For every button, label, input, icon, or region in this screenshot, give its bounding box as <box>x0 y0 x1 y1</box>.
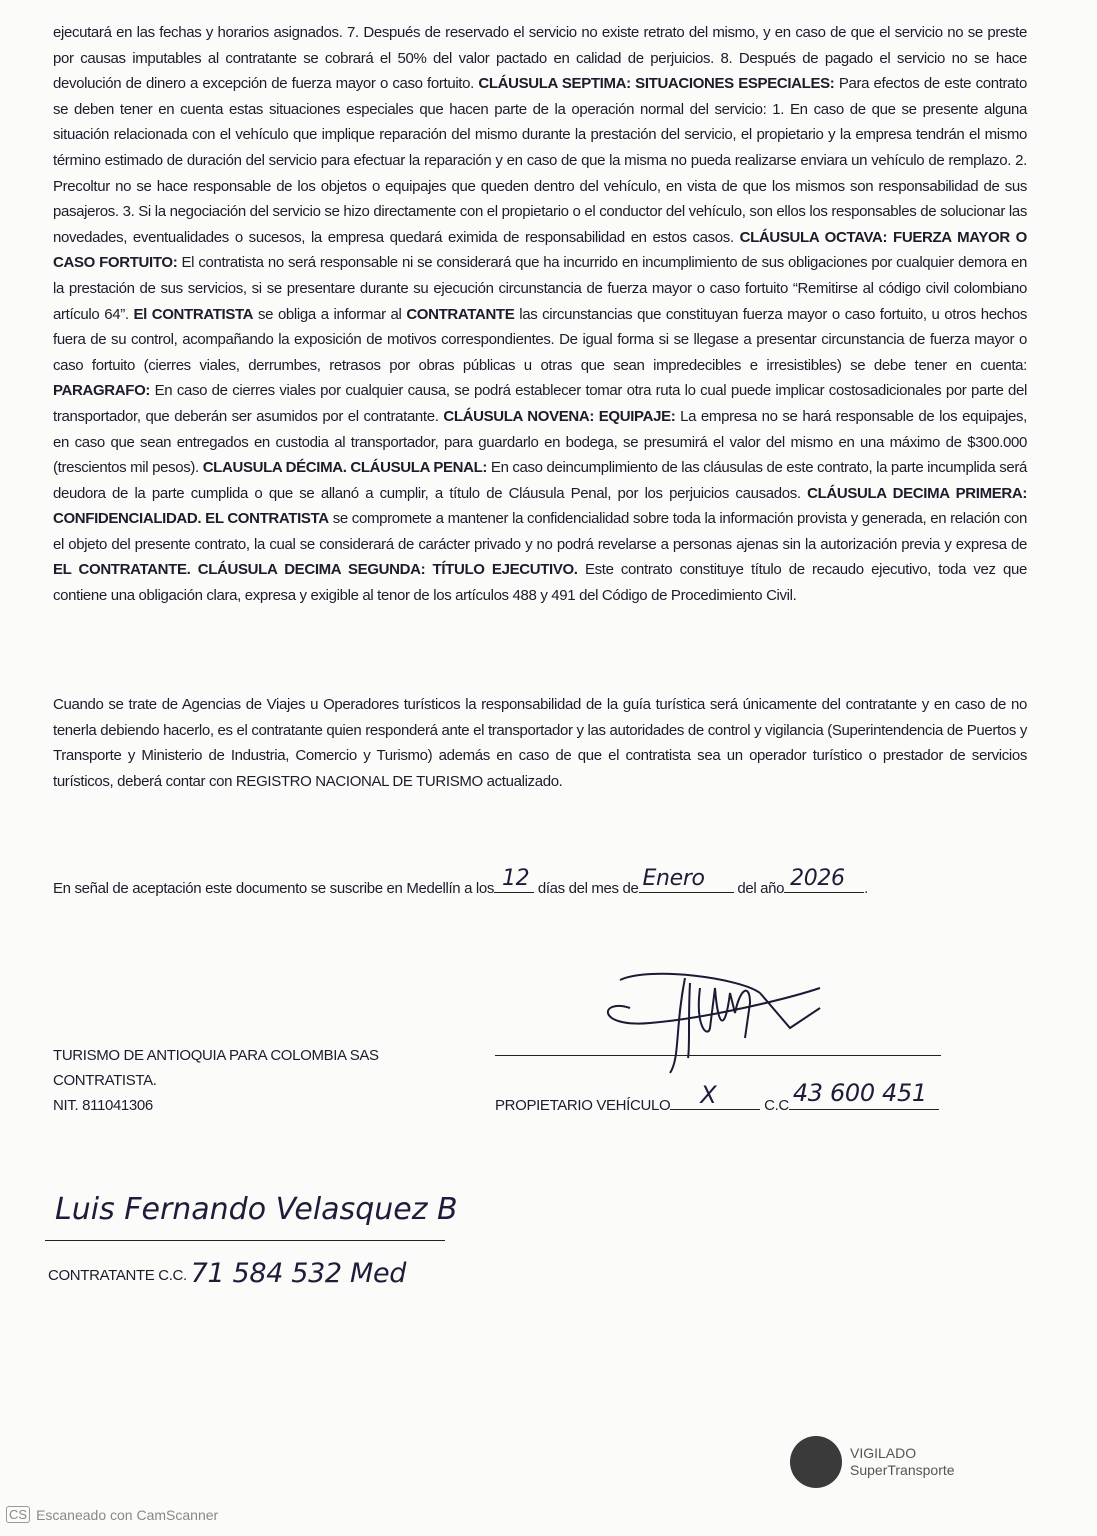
contratante-label: CONTRATANTE C.C. <box>48 1267 187 1284</box>
acceptance-line <box>53 866 868 897</box>
acceptance-end: . <box>864 880 868 897</box>
contratante-line <box>48 1256 406 1287</box>
day-value: 12 <box>502 866 530 891</box>
vigilado-label: VIGILADO <box>850 1445 917 1461</box>
contractor-block <box>53 1043 379 1118</box>
supertransporte-label: SuperTransporte <box>850 1462 955 1478</box>
camscanner-watermark <box>6 1506 218 1523</box>
owner-mark: X <box>700 1081 717 1109</box>
acceptance-mid2: del año <box>737 880 785 897</box>
owner-mark-field <box>670 1081 760 1110</box>
travel-agencies-paragraph: Cuando se trate de Agencias de Viajes u Operadores turísticos la responsabilidad de la guía turística será únicamente del contratante y en caso de no tenerla debiendo hacerlo, es el contratante quien responderá ante el transportador y las autoridades de control y vigilancia (Superintendencia de Puertos y Transporte y Ministerio de Industria, Comercio y Turismo) además en caso de que el contratista sea un operador turístico o prestador de servicios turísticos, deberá contar con REGISTRO NACIONAL DE TURISMO actualizado. <box>53 696 1027 790</box>
clause-heading: EL CONTRATANTE. CLÁUSULA DECIMA SEGUNDA: TÍTULO EJECUTIVO. <box>53 561 578 579</box>
clause-text: La empresa no se hará responsable de los equipajes, en caso que sean entregados en custodia al transportador, para guardarlo en bodega, se presumirá el valor del mismo en una máximo de $300.000 (trescientos mil pesos). <box>53 407 1027 477</box>
month-value: Enero <box>642 866 705 891</box>
clause-text: ejecutará en las fechas y horarios asignados. 7. Después de reservado el servicio no existe retrato del mismo, y en caso de que el servicio no se preste por causas imputables al contratante se cobrará el 50% del valor pactado en calidad de perjuicios. 8. Después de pagado el servicio no se hace devolución de dinero a excepción de fuerza mayor o caso fortuito. <box>53 24 1027 93</box>
year-field <box>784 866 864 893</box>
contractor-nit: NIT. 811041306 <box>53 1097 153 1114</box>
owner-signature-line <box>495 1055 941 1056</box>
clause-heading: CONTRATANTE <box>406 305 515 323</box>
supertransporte-logo <box>790 1436 842 1488</box>
owner-cc-field <box>789 1079 939 1110</box>
clause-text: Este contrato constituye título de recaudo ejecutivo, toda vez que contiene una obligación clara, expresa y exigible al tenor de los artículos 488 y 491 del Código de Procedimiento Civil. <box>53 561 1027 605</box>
clause-text: En caso de cierres viales por cualquier causa, se podrá establecer tomar otra ruta lo cual puede implicar costosadicionales por parte del transportador, que deberán ser asumidos por el contratante. <box>53 382 1027 425</box>
contratante-handwritten-name: Luis Fernando Velasquez B <box>55 1192 458 1227</box>
clause-heading: CLAUSULA DÉCIMA. CLÁUSULA PENAL: <box>202 459 488 477</box>
clause-text: las circunstancias que constituyan fuerza mayor o caso fortuito, u otros hechos fuera de su control, acompañando la exposición de motivos correspondientes. De igual forma si se llegase a presentar circunstancia de fuerza mayor o caso fortuito (cierres viales, derrumbes, retrasos por obras públicas u otras que sean impredecibles e irresistibles) se debe tener en cuenta: <box>53 305 1027 374</box>
acceptance-mid1: días del mes de <box>537 880 639 897</box>
clause-heading: El CONTRATISTA <box>133 305 254 323</box>
contratante-signature-line <box>45 1240 445 1241</box>
owner-cc-value: 43 600 451 <box>792 1079 927 1107</box>
month-field <box>639 866 734 893</box>
year-value: 2026 <box>790 866 845 891</box>
clause-text: Para efectos de este contrato se deben tener en cuenta estas situaciones especiales que hacen parte de la operación normal del servicio: 1. En caso de que se presente alguna situación relacionada con el vehículo que implique reparación del mismo durante la prestación del servicio, el propietario y la empresa tendrán el mismo término estimado de duración del servicio para efectuar la reparación y en caso de que la misma no pueda realizarse enviara un vehículo de remplazo. 2. Precoltur no se hace responsable de los objetos o equipajes que queden dentro del vehículo, en vista de que los mismos son responsabilidad de sus pasajeros. 3. Si la negociación del servicio se hizo directamente con el propietario o el conductor del vehículo, son ellos los responsables de solucionar las novedades, eventualidades o sucesos, la empresa quedará eximida de responsabilidad en estos casos. <box>53 75 1027 246</box>
clause-heading: CLÁUSULA SEPTIMA: SITUACIONES ESPECIALES: <box>478 75 835 93</box>
clause-text: En caso deincumplimiento de las cláusulas de este contrato, la parte incumplida será deudora de la parte cumplida o que se allanó a cumplir, a título de Cláusula Penal, por los perjuicios causados. <box>53 459 1028 502</box>
clause-heading: PARAGRAFO: <box>53 382 151 400</box>
owner-cc-label: C.C <box>764 1097 789 1114</box>
clause-text: El contratista no será responsable ni se considerará que ha incurrido en incumplimiento de sus obligaciones por cualquier demora en la prestación de sus servicios, si se presentare durante su ejecución circunstancia de fuerza mayor o caso fortuito “Remitirse al código civil colombiano artículo 64”. <box>53 254 1027 323</box>
camscanner-icon: CS <box>6 1506 30 1523</box>
clause-heading: CLÁUSULA DECIMA PRIMERA: CONFIDENCIALIDAD. EL CONTRATISTA <box>53 484 1027 528</box>
contractor-name: TURISMO DE ANTIOQUIA PARA COLOMBIA SAS <box>53 1047 379 1064</box>
clause-text: se compromete a mantener la confidencialidad sobre toda la información provista y generada, en relación con el objeto del presente contrato, la cual se considerará de carácter privado y no podrá revelarse a personas ajenas sin la autorización previa y expresa de <box>53 510 1027 553</box>
owner-label: PROPIETARIO VEHÍCULO <box>495 1097 671 1114</box>
day-field <box>494 866 534 893</box>
clause-text: se obliga a informar al <box>253 305 407 323</box>
contractor-role: CONTRATISTA. <box>53 1072 157 1089</box>
acceptance-prefix: En señal de aceptación este documento se suscribe en Medellín a los <box>53 880 495 897</box>
clause-heading: CLÁUSULA NOVENA: EQUIPAJE: <box>443 407 676 425</box>
supertransporte-seal <box>790 1436 955 1488</box>
owner-line <box>495 1079 939 1114</box>
clause-heading: CLÁUSULA OCTAVA: FUERZA MAYOR O CASO FORTUITO: <box>53 228 1027 272</box>
camscanner-text: Escaneado con CamScanner <box>36 1506 219 1523</box>
contratante-cc-value: 71 584 532 Med <box>190 1258 406 1289</box>
contract-clauses-paragraph <box>53 20 1027 609</box>
owner-signature <box>590 968 840 1078</box>
